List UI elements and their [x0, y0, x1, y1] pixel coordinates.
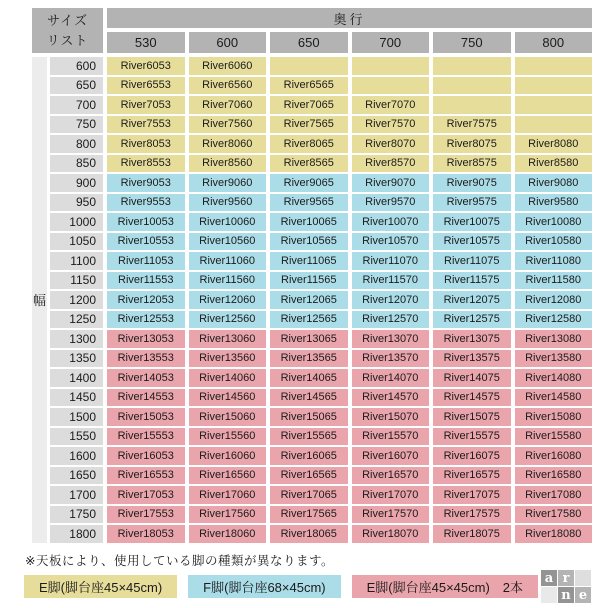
- product-code-cell: River18080: [515, 525, 593, 543]
- product-code-cell: River15075: [433, 408, 511, 426]
- table-row: [50, 57, 592, 75]
- product-code-cell: River16053: [107, 447, 185, 465]
- product-code-cell: River11570: [352, 272, 430, 290]
- product-code-cell: River13070: [352, 330, 430, 348]
- product-code-cell: River11580: [515, 272, 593, 290]
- empty-cell: [352, 77, 430, 95]
- product-code-cell: River13553: [107, 350, 185, 368]
- product-code-cell: River7060: [189, 96, 267, 114]
- row-width-label: 900: [50, 174, 103, 192]
- product-code-cell: River14075: [433, 369, 511, 387]
- product-code-cell: River11080: [515, 252, 593, 270]
- table-row: [50, 467, 592, 485]
- empty-cell: [352, 57, 430, 75]
- product-code-cell: River16560: [189, 467, 267, 485]
- product-code-cell: River17570: [352, 506, 430, 524]
- product-code-cell: River12080: [515, 291, 593, 309]
- depth-column-header: 700: [352, 32, 430, 53]
- product-code-cell: River9580: [515, 194, 593, 212]
- table-row: [50, 389, 592, 407]
- product-code-cell: River17065: [270, 486, 348, 504]
- empty-cell: [515, 57, 593, 75]
- product-code-cell: River14565: [270, 389, 348, 407]
- product-code-cell: River16570: [352, 467, 430, 485]
- product-code-cell: River12553: [107, 311, 185, 329]
- legend-item: F脚(脚台座68×45cm): [188, 575, 340, 598]
- product-code-cell: River13075: [433, 330, 511, 348]
- product-code-cell: River11553: [107, 272, 185, 290]
- product-code-cell: River17075: [433, 486, 511, 504]
- row-width-label: 1750: [50, 506, 103, 524]
- table-row: [50, 116, 592, 134]
- product-code-cell: River13065: [270, 330, 348, 348]
- product-code-cell: River15065: [270, 408, 348, 426]
- size-list-corner-header: [32, 8, 103, 53]
- product-code-cell: River12560: [189, 311, 267, 329]
- product-code-cell: River8560: [189, 155, 267, 173]
- product-code-cell: River10570: [352, 233, 430, 251]
- product-code-cell: River8075: [433, 135, 511, 153]
- row-width-label: 1600: [50, 447, 103, 465]
- product-code-cell: River9560: [189, 194, 267, 212]
- product-code-cell: River10565: [270, 233, 348, 251]
- width-axis-strip: [32, 57, 47, 543]
- product-code-cell: River7070: [352, 96, 430, 114]
- product-code-cell: River15053: [107, 408, 185, 426]
- product-code-cell: River9065: [270, 174, 348, 192]
- product-code-cell: River14065: [270, 369, 348, 387]
- product-code-cell: River6565: [270, 77, 348, 95]
- product-code-cell: River9075: [433, 174, 511, 192]
- product-code-cell: River11060: [189, 252, 267, 270]
- product-code-cell: River9053: [107, 174, 185, 192]
- table-row: [50, 155, 592, 173]
- product-code-cell: River10560: [189, 233, 267, 251]
- product-code-cell: River9565: [270, 194, 348, 212]
- product-code-cell: River16553: [107, 467, 185, 485]
- depth-columns: [107, 32, 592, 53]
- row-width-label: 1650: [50, 467, 103, 485]
- corner-line-1: サイズ: [47, 13, 88, 28]
- product-code-cell: River15553: [107, 428, 185, 446]
- row-width-label: 650: [50, 77, 103, 95]
- product-code-cell: River10553: [107, 233, 185, 251]
- product-code-cell: River8575: [433, 155, 511, 173]
- product-code-cell: River8580: [515, 155, 593, 173]
- product-code-cell: River15560: [189, 428, 267, 446]
- table-row: [50, 447, 592, 465]
- empty-cell: [515, 116, 593, 134]
- empty-cell: [433, 77, 511, 95]
- row-width-label: 1350: [50, 350, 103, 368]
- product-code-cell: River10060: [189, 213, 267, 231]
- product-code-cell: River12070: [352, 291, 430, 309]
- product-code-cell: River14070: [352, 369, 430, 387]
- product-code-cell: River7570: [352, 116, 430, 134]
- size-list-table: [32, 8, 592, 543]
- table-row: [50, 213, 592, 231]
- product-code-cell: River12575: [433, 311, 511, 329]
- product-code-cell: River10580: [515, 233, 593, 251]
- table-row: [50, 77, 592, 95]
- product-code-cell: River14053: [107, 369, 185, 387]
- product-code-cell: River12075: [433, 291, 511, 309]
- product-code-cell: River9060: [189, 174, 267, 192]
- table-row: [50, 194, 592, 212]
- product-code-cell: River16080: [515, 447, 593, 465]
- table-row: [50, 486, 592, 504]
- product-code-cell: River16580: [515, 467, 593, 485]
- product-code-cell: River13570: [352, 350, 430, 368]
- table-row: [50, 428, 592, 446]
- product-code-cell: River12565: [270, 311, 348, 329]
- product-code-cell: River17070: [352, 486, 430, 504]
- table-row: [50, 233, 592, 251]
- product-code-cell: River10065: [270, 213, 348, 231]
- product-code-cell: River9080: [515, 174, 593, 192]
- product-code-cell: River8053: [107, 135, 185, 153]
- row-width-label: 1800: [50, 525, 103, 543]
- table-row: [50, 506, 592, 524]
- table-row: [50, 272, 592, 290]
- empty-cell: [270, 57, 348, 75]
- product-code-cell: River17580: [515, 506, 593, 524]
- product-code-cell: River7575: [433, 116, 511, 134]
- product-code-cell: River13575: [433, 350, 511, 368]
- table-row: [50, 252, 592, 270]
- product-code-cell: River6560: [189, 77, 267, 95]
- product-code-cell: River8565: [270, 155, 348, 173]
- row-width-label: 800: [50, 135, 103, 153]
- product-code-cell: River16065: [270, 447, 348, 465]
- row-width-label: 1200: [50, 291, 103, 309]
- depth-column-header: 530: [107, 32, 185, 53]
- product-code-cell: River10053: [107, 213, 185, 231]
- row-width-label: 1550: [50, 428, 103, 446]
- product-code-cell: River16075: [433, 447, 511, 465]
- depth-axis-label: 奥行: [107, 8, 592, 28]
- product-code-cell: River11065: [270, 252, 348, 270]
- empty-cell: [515, 96, 593, 114]
- table-row: [50, 408, 592, 426]
- product-code-cell: River10070: [352, 213, 430, 231]
- product-code-cell: River10075: [433, 213, 511, 231]
- depth-column-header: 750: [433, 32, 511, 53]
- product-code-cell: River11070: [352, 252, 430, 270]
- product-code-cell: River15080: [515, 408, 593, 426]
- product-code-cell: River13060: [189, 330, 267, 348]
- product-code-cell: River14580: [515, 389, 593, 407]
- logo-tile: [575, 570, 591, 586]
- product-code-cell: River16575: [433, 467, 511, 485]
- product-code-cell: River15580: [515, 428, 593, 446]
- row-width-label: 1100: [50, 252, 103, 270]
- row-width-label: 1300: [50, 330, 103, 348]
- product-code-cell: River16060: [189, 447, 267, 465]
- table-row: [50, 135, 592, 153]
- depth-column-header: 600: [189, 32, 267, 53]
- product-code-cell: River14575: [433, 389, 511, 407]
- table-row: [50, 369, 592, 387]
- product-code-cell: River16070: [352, 447, 430, 465]
- product-code-cell: River17553: [107, 506, 185, 524]
- row-width-label: 1500: [50, 408, 103, 426]
- logo-letter-e: e: [575, 587, 591, 603]
- product-code-cell: River11565: [270, 272, 348, 290]
- empty-cell: [515, 77, 593, 95]
- product-code-cell: River9575: [433, 194, 511, 212]
- table-rows: [50, 57, 592, 543]
- row-width-label: 850: [50, 155, 103, 173]
- product-code-cell: River11560: [189, 272, 267, 290]
- product-code-cell: River17060: [189, 486, 267, 504]
- corner-line-2: リスト: [46, 32, 89, 48]
- product-code-cell: River15575: [433, 428, 511, 446]
- legend: [24, 575, 600, 598]
- product-code-cell: River15570: [352, 428, 430, 446]
- product-code-cell: River6053: [107, 57, 185, 75]
- product-code-cell: River13565: [270, 350, 348, 368]
- table-row: [50, 330, 592, 348]
- table-body: [32, 57, 592, 543]
- product-code-cell: River14560: [189, 389, 267, 407]
- row-width-label: 700: [50, 96, 103, 114]
- product-code-cell: River6060: [189, 57, 267, 75]
- product-code-cell: River12570: [352, 311, 430, 329]
- product-code-cell: River11075: [433, 252, 511, 270]
- product-code-cell: River7560: [189, 116, 267, 134]
- product-code-cell: River9570: [352, 194, 430, 212]
- product-code-cell: River17080: [515, 486, 593, 504]
- row-width-label: 1150: [50, 272, 103, 290]
- product-code-cell: River13580: [515, 350, 593, 368]
- product-code-cell: River13080: [515, 330, 593, 348]
- table-row: [50, 174, 592, 192]
- product-code-cell: River15060: [189, 408, 267, 426]
- product-code-cell: River15565: [270, 428, 348, 446]
- table-row: [50, 525, 592, 543]
- product-code-cell: River14060: [189, 369, 267, 387]
- table-row: [50, 350, 592, 368]
- product-code-cell: River18065: [270, 525, 348, 543]
- arne-logo: [541, 570, 591, 603]
- product-code-cell: River17560: [189, 506, 267, 524]
- product-code-cell: River12053: [107, 291, 185, 309]
- product-code-cell: River8080: [515, 135, 593, 153]
- product-code-cell: River14570: [352, 389, 430, 407]
- product-code-cell: River7065: [270, 96, 348, 114]
- product-code-cell: River11053: [107, 252, 185, 270]
- product-code-cell: River7565: [270, 116, 348, 134]
- row-width-label: 1450: [50, 389, 103, 407]
- product-code-cell: River8060: [189, 135, 267, 153]
- logo-letter-r: r: [558, 570, 574, 586]
- legend-item: E脚(脚台座45×45cm) 2本: [352, 575, 538, 598]
- row-width-label: 750: [50, 116, 103, 134]
- product-code-cell: River17565: [270, 506, 348, 524]
- product-code-cell: River12060: [189, 291, 267, 309]
- logo-tile: [541, 587, 557, 603]
- product-code-cell: River10080: [515, 213, 593, 231]
- product-code-cell: River17575: [433, 506, 511, 524]
- table-header: [32, 8, 592, 53]
- legend-item: E脚(脚台座45×45cm): [24, 575, 177, 598]
- logo-letter-a: a: [541, 570, 557, 586]
- width-axis-label: 幅: [32, 293, 46, 309]
- depth-header-group: [107, 8, 592, 53]
- row-width-label: 1700: [50, 486, 103, 504]
- table-row: [50, 96, 592, 114]
- product-code-cell: River10575: [433, 233, 511, 251]
- product-code-cell: River18060: [189, 525, 267, 543]
- depth-column-header: 800: [515, 32, 593, 53]
- product-code-cell: River18075: [433, 525, 511, 543]
- product-code-cell: River16565: [270, 467, 348, 485]
- product-code-cell: River12065: [270, 291, 348, 309]
- product-code-cell: River15070: [352, 408, 430, 426]
- product-code-cell: River8070: [352, 135, 430, 153]
- product-code-cell: River7053: [107, 96, 185, 114]
- depth-column-header: 650: [270, 32, 348, 53]
- row-width-label: 1250: [50, 311, 103, 329]
- product-code-cell: River8570: [352, 155, 430, 173]
- product-code-cell: River13560: [189, 350, 267, 368]
- row-width-label: 1000: [50, 213, 103, 231]
- footnote: ※天板により、使用している脚の種類が異なります。: [25, 553, 334, 568]
- row-width-label: 1400: [50, 369, 103, 387]
- product-code-cell: River9070: [352, 174, 430, 192]
- logo-letter-n: n: [558, 587, 574, 603]
- table-row: [50, 291, 592, 309]
- product-code-cell: River8065: [270, 135, 348, 153]
- product-code-cell: River6553: [107, 77, 185, 95]
- product-code-cell: River17053: [107, 486, 185, 504]
- empty-cell: [433, 96, 511, 114]
- row-width-label: 950: [50, 194, 103, 212]
- product-code-cell: River18070: [352, 525, 430, 543]
- product-code-cell: River8553: [107, 155, 185, 173]
- product-code-cell: River14080: [515, 369, 593, 387]
- product-code-cell: River14553: [107, 389, 185, 407]
- product-code-cell: River18053: [107, 525, 185, 543]
- table-row: [50, 311, 592, 329]
- product-code-cell: River12580: [515, 311, 593, 329]
- product-code-cell: River11575: [433, 272, 511, 290]
- product-code-cell: River9553: [107, 194, 185, 212]
- empty-cell: [433, 57, 511, 75]
- row-width-label: 600: [50, 57, 103, 75]
- product-code-cell: River13053: [107, 330, 185, 348]
- row-width-label: 1050: [50, 233, 103, 251]
- product-code-cell: River7553: [107, 116, 185, 134]
